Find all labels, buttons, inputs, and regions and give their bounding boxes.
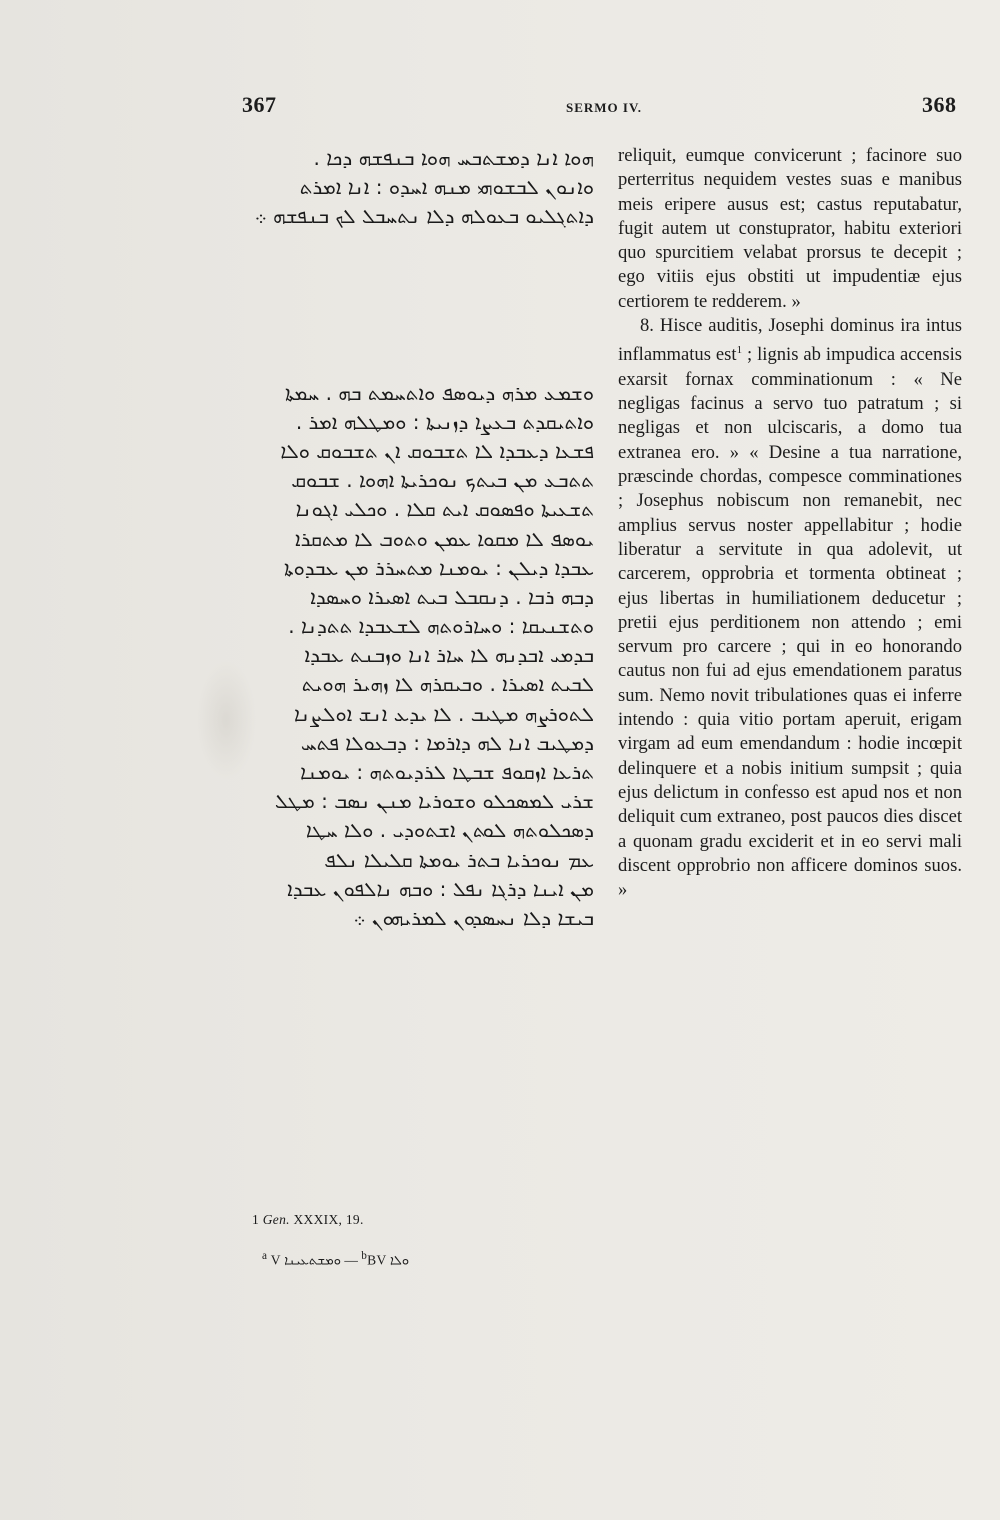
syriac-line: ܬܪܥܐ ܐܙܩܘܦ ܫܒܛܐ ܠܪܕܝܘܬܗ : ܝܘܡܢܐ [300, 760, 594, 784]
footnote-location: XXXIX, 19. [289, 1212, 364, 1227]
syriac-line: ܕܐܬܓܠܝܘ ܒܥܘܠܗ ܕܠܐ ܢܬܚܒܠ ܠܟ ܒܢܦܫܗ ܀ [254, 204, 594, 229]
syriac-line: ܥܡ ܢܘܟܪܝܐ ܒܬܪ ܝܘܡܬܐ ܩܠܝܠܐ ܢܠܦ [324, 847, 594, 872]
syriac-line: ܕܡܛܝܒ ܐܢܐ ܠܗ ܕܐܪܡܐ : ܕܒܥܘܠܐ ܦܬܚ [300, 730, 594, 755]
syriac-line: ܠܒܝܬ ܐܣܝܪܐ . ܘܒܝܩܪܗ ܠܐ ܙܗܝܪ ܗܘܝܬ [301, 672, 594, 697]
syriac-line: ܒܝܫܐ ܕܠܐ ܢܚܣܕܘܢ ܠܡܪܝܗܘܢ ܀ [353, 905, 594, 930]
syriac-line: ܘܬܫܢܝܩܐ : ܘܚܐܪܘܬܗ ܠܫܥܒܕܐ ܬܬܕܢܐ . [288, 614, 594, 639]
apparatus-mark-a: a [262, 1250, 268, 1262]
running-title: SERMO IV. [566, 100, 642, 115]
footnote [252, 1212, 364, 1228]
syriac-line: ܒܕܡܝ ܐܒܕܢܗ ܠܐ ܚܐܪ ܐܢܐ ܘܙܒܢܬ ܥܒܕܐ [304, 643, 594, 668]
page-number-left: 367 [242, 92, 277, 117]
syriac-line: ܬܬܒܥ ܡܢ ܒܝܬܟ ܢܘܟܪܝܬܐ ܐܗܘܐ . ܫܒܘܩ [291, 468, 594, 493]
latin-paragraph-2-rest: ; lignis ab impudica accensis exarsit fornax comminationum : « Ne negligas facinus a servo tuo patratum ; si negligas et non ulciscaris, a domo tua extranea ero. » « Desine a tua narratione, præscinde chordas, compesce comminationes ; Josephus nobiscum non remanebit, nec amplius servus noster appellabitur ; hodie liberatur a servitute in qua adolevit, ut carcerem, opprobria et tormenta obtineat ; ejus libertas in humiliationem deducetur ; pretii ejus perditionem non attendo ; emi servum pro carcere ; qui in eo honorando cautus non fui ad ejus emendationem paratus sum. Nemo novit tribulationes quas ei inferre intendo : quia vitio portam aperuit, erigam virgam ad eum emendandum : hodie incœpit delinquere et a nobis initium sumpsit ; quia ejus delictum in confesso est apud nos et non deliquit cum extraneo, post paucos dies discet a quonam gradu exciderit et in eo servi mali discent opprobrio non afficere dominos suos. » [618, 344, 962, 901]
latin-column [618, 144, 962, 902]
column-gap [238, 232, 594, 379]
apparatus-variant-a: ܘܡܫܬܥܝܢܐ [284, 1253, 341, 1269]
syriac-line: ܬܫܥܝܬܐ ܘܦܣܘܩ ܐܝܬ ܩܠܐ . ܘܟܠܝ ܐܓܘܢܐ [295, 497, 594, 522]
apparatus-siglum-b: BV [367, 1252, 390, 1268]
critical-apparatus [262, 1250, 409, 1269]
syriac-line: ܘܫܡܥ ܡܪܗ ܕܝܘܣܦ ܘܐܬܚܡܬ ܒܗ . ܚܡܬܐ [285, 380, 594, 405]
syriac-line: ܘܐܢܘܢ ܠܒܫܘܗܝ ܡܢܗ ܐܚܕܘ : ܐܢܐ ܐܡܪܬ [299, 175, 594, 200]
latin-paragraph-2 [618, 314, 962, 902]
apparatus-siglum-a: V [267, 1252, 285, 1268]
footnote-marker: 1 [736, 344, 743, 357]
syriac-line: ܦܫܥܐ ܕܥܒܕܐ ܠܐ ܬܫܒܘܩ ܐܢ ܬܫܒܘܩ ܘܠܐ [280, 438, 594, 463]
apparatus-mark-b: b [361, 1250, 368, 1262]
syriac-column [238, 144, 594, 933]
syriac-line: ܘܐܬܝܩܕܬ ܒܥܨܐ ܕܙܢܝܬܐ : ܘܡܛܠܗ ܐܡܪ . [295, 409, 594, 434]
syriac-line: ܠܬܘܪܨܗ ܡܛܝܒ . ܠܐ ܝܕܥ ܐܢܫ ܐܘܠܨܢܐ [293, 701, 594, 726]
footnote-number: 1 [252, 1212, 260, 1227]
syriac-line: ܕܒܗ ܪܒܐ . ܕܢܩܒܠ ܒܝܬ ܐܣܝܪܐ ܘܚܣܕܐ [310, 584, 594, 609]
apparatus-separator: — [340, 1252, 362, 1268]
syriac-line: ܕܣܟܠܘܬܗ ܠܘܬܢ ܐܫܬܘܕܝ . ܘܠܐ ܚܛܐ [305, 818, 594, 843]
footnote-ref: Gen. [262, 1212, 290, 1227]
page-number-right: 368 [922, 92, 957, 117]
syriac-line: ܥܒܕܐ ܕܝܠܢ : ܝܘܡܢܐ ܡܬܚܪܪ ܡܢ ܥܒܕܘܬܐ [284, 555, 594, 580]
syriac-line: ܡܢ ܐܝܢܐ ܕܪܓܐ ܢܦܠ : ܘܒܗ ܢܐܠܦܘܢ ܥܒܕܐ [287, 876, 594, 901]
syriac-line: ܫܪܝ ܠܡܣܟܠܘ ܘܫܘܪܝܐ ܡܢܢ ܢܣܒ : ܡܛܠ [274, 789, 594, 814]
syriac-line: ܗܘܐ ܐܢܐ ܕܡܫܬܒܚ ܗܘܐ ܒܢܦܫܗ ܕܟܐ . [313, 146, 594, 170]
apparatus-variant-b: ܘܠܐ [389, 1253, 410, 1269]
syriac-line: ܝܘܣܦ ܠܐ ܡܩܘܐ ܥܡܢ ܘܬܘܒ ܠܐ ܡܬܩܪܐ [295, 526, 594, 551]
latin-paragraph-2-start: 8. Hisce auditis, Josephi dominus ira intus inflammatus est [618, 315, 962, 366]
latin-paragraph-1: reliquit, eumque convicerunt ; facinore suo perterritus nequidem vestes suas e manibus meis eripere ausus est; castus reputabatur, fugit autem ut constuprator, habitu exteriori quo spurcitiem velabat prorsus te decepit ; ego vitiis ejus obstiti ut impudentiæ ejus certiorem te redderem. » [618, 145, 962, 312]
